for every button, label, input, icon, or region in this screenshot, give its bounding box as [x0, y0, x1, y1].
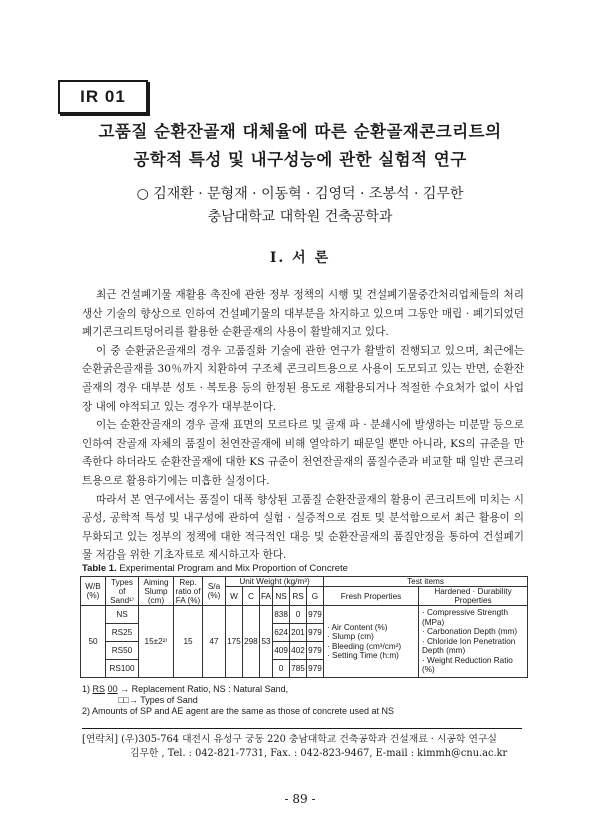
fresh-item: · Slump (cm): [327, 632, 374, 641]
cell-rs: 785: [290, 660, 307, 678]
header-wb: W/B (%): [81, 577, 106, 606]
fresh-item: · Bleeding (cm³/cm²): [327, 641, 402, 651]
hardened-item: · Chloride Ion Penetration Depth (mm): [422, 636, 516, 656]
cell-type: NS: [106, 606, 139, 624]
cell-g: 979: [306, 642, 323, 660]
paragraph-4: 따라서 본 연구에서는 품질이 대폭 향상된 고품질 순환잔골재의 활용이 콘크리트에 미치는 시공성, 공학적 특성 및 내구성에 관하여 실험 · 실증적으로 검토 및 분석함으로서 최근 활용이 의무화되고 있는 정부의 정책에 대한 적극적인 대응 및 순환잔골재의 품질안정을 통하여 건설폐기물 저감을 위한 기초자료로 제시하고자 한다.: [82, 493, 524, 562]
hardened-item: · Carbonation Depth (mm): [422, 627, 518, 637]
header-ns: NS: [273, 587, 290, 606]
header-unit-weight: Unit Weight (kg/m³): [226, 577, 324, 587]
footnote-1-prefix: 1): [82, 684, 91, 694]
table-caption: [82, 563, 348, 574]
footnote-1-line-2: □□→ Types of Sand: [118, 695, 198, 705]
table-caption-text: Experimental Program and Mix Proportion of Concrete: [119, 563, 348, 574]
header-rs: RS: [290, 587, 307, 606]
footnote-2: 2) Amounts of SP and AE agent are the same as those of concrete used at NS: [82, 706, 395, 716]
cell-wb: 50: [81, 606, 106, 678]
cell-hardened-items: [419, 606, 528, 678]
header-fa: FA: [259, 587, 272, 606]
header-g: G: [306, 587, 323, 606]
header-c: C: [242, 587, 259, 606]
cell-rep: 15: [174, 606, 203, 678]
footnote-1-num: 00: [107, 684, 118, 694]
header-w: W: [226, 587, 243, 606]
footnote-1-rs: RS: [92, 684, 106, 694]
cell-ns: 838: [273, 606, 290, 624]
cell-type: RS100: [106, 660, 139, 678]
cell-fa: 53: [259, 606, 272, 678]
header-types: Types of Sand¹⁾: [106, 577, 139, 606]
cell-sa: 47: [203, 606, 226, 678]
cell-rs: 201: [290, 624, 307, 642]
cell-slump: 15±2²⁾: [139, 606, 174, 678]
mix-proportion-table: [80, 576, 528, 678]
header-test-items: Test items: [324, 577, 528, 587]
cell-ns: 409: [273, 642, 290, 660]
cell-rs: 402: [290, 642, 307, 660]
paragraph-2: 이 중 순환굵은골재의 경우 고품질화 기술에 관한 연구가 활발히 진행되고 있으며, 최근에는 순환굵은골재를 30％까지 치환하여 구조체 콘크리트용으로 사용이 도모되고 있는 반면, 순환잔골재의 경우 대부분 성토 · 복토용 등의 한정된 용도로 재활용되거나 적절한 수요처가 없이 사업장 내에 야적되고 있는 경우가 대부분이다.: [82, 344, 524, 413]
section-heading: Ⅰ. 서 론: [269, 250, 331, 266]
cell-type: RS25: [106, 624, 139, 642]
cell-w: 175: [226, 606, 243, 678]
header-hardened: Hardened · Durability Properties: [419, 587, 528, 606]
cell-type: RS50: [106, 642, 139, 660]
cell-ns: 0: [273, 660, 290, 678]
page-number: - 89 -: [284, 792, 316, 806]
body-text: [82, 286, 524, 565]
header-slump: Aiming Slump (cm): [139, 577, 174, 606]
contact-info: [82, 728, 522, 760]
footnote-1-text: → Replacement Ratio, NS : Natural Sand,: [120, 684, 289, 694]
title-line-1: 고품질 순환잔골재 대체율에 따른 순환골재콘크리트의: [98, 122, 502, 141]
cell-g: 979: [306, 606, 323, 624]
authors: ○ 김재환 · 문형재 · 이동혁 · 김영덕 · 조봉석 · 김무한: [136, 186, 464, 202]
cell-rs: 0: [290, 606, 307, 624]
cell-g: 979: [306, 660, 323, 678]
contact-address: [연락처] (우)305-764 대전시 유성구 궁동 220 충남대학교 건축공학과 건설재료 · 시공학 연구실: [82, 734, 497, 745]
cell-ns: 624: [273, 624, 290, 642]
cell-c: 298: [242, 606, 259, 678]
table-caption-prefix: Table 1.: [82, 563, 117, 574]
paragraph-1: 최근 건설폐기물 재활용 촉진에 관한 정부 정책의 시행 및 건설폐기물중간처리업체들의 처리생산 기술의 향상으로 인하여 건설폐기물의 대부분을 차지하고 있으며 그동안 매립 · 폐기되었던 폐기콘크리트덩어리를 활용한 순환골재의 사용이 활발해지고 있다.: [82, 289, 524, 339]
cell-fresh-items: [324, 606, 419, 678]
affiliation: 충남대학교 대학원 건축공학과: [207, 209, 393, 225]
cell-g: 979: [306, 624, 323, 642]
hardened-item: · Weight Reduction Ratio (%): [422, 655, 513, 675]
paper-id-tag: IR 01: [58, 80, 148, 114]
header-sa: S/a (%): [203, 577, 226, 606]
footnote-1: [82, 684, 288, 694]
contact-details: 김무한 , Tel. : 042-821-7731, Fax. : 042-823-9467, E-mail : kimmh@cnu.ac.kr: [130, 747, 508, 759]
paragraph-3: 이는 순환잔골재의 경우 골재 표면의 모르타르 및 골재 파 · 분쇄시에 발생하는 미분말 등으로 인하여 잔골재 자체의 품질이 천연잔골재에 비해 열악하기 때문일 뿐만 아니라, KS의 규준을 만족한다 하더라도 순환잔골재에 대한 KS 규준이 천연잔골재의 품질수준과 비교할 때 일반 콘크리트용으로 활용하기에는 미흡한 실정이다.: [82, 419, 524, 487]
fresh-item: · Air Content (%): [327, 622, 388, 632]
fresh-item: · Setting Time (h:m): [327, 651, 399, 660]
header-rep: Rep. ratio of FA (%): [175, 577, 201, 605]
title-line-2: 공학적 특성 및 내구성능에 관한 실험적 연구: [133, 150, 467, 169]
header-fresh: Fresh Properties: [324, 587, 419, 606]
hardened-item: · Compressive Strength (MPa): [422, 608, 509, 627]
